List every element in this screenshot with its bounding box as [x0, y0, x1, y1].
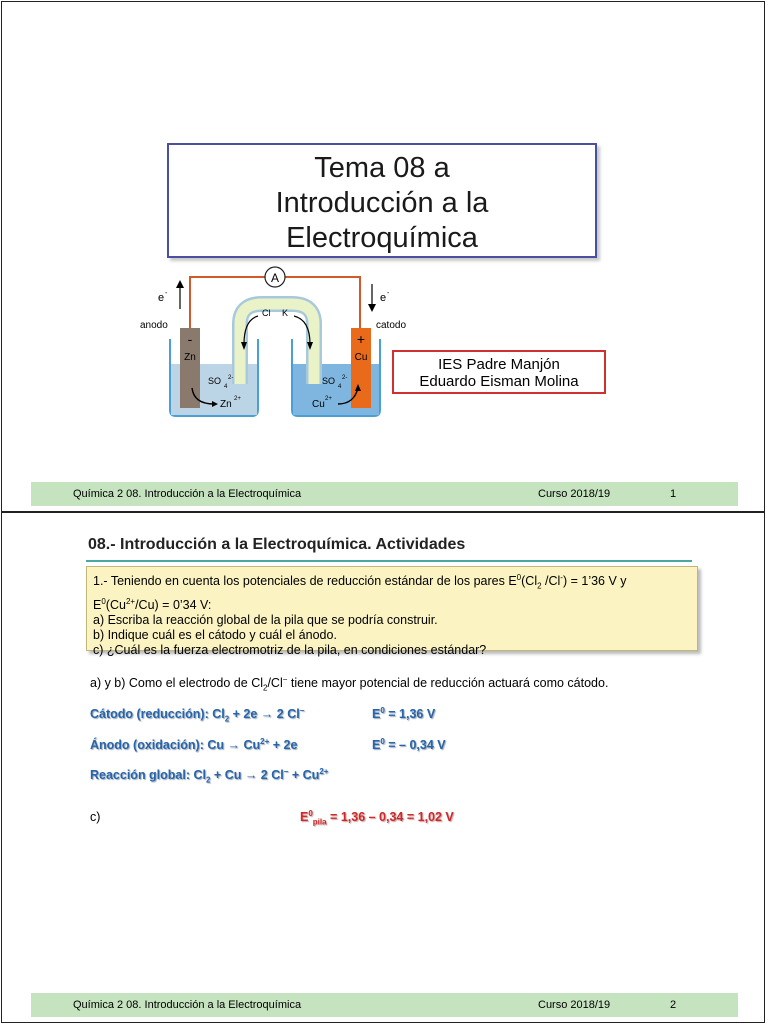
title-divider	[86, 560, 692, 562]
activity-line-2: $E^0(Cu^{2+}/Cu)$ = 0’34 V:	[93, 596, 212, 612]
author-box	[392, 350, 606, 394]
sulfate-right-charge: 2-	[342, 375, 348, 381]
sulfate-left: SO	[208, 376, 222, 386]
answer-c-label: c)	[90, 810, 101, 824]
title-line-2: Introducción a la	[275, 187, 489, 219]
title-line-1: Tema 08 a	[314, 152, 450, 184]
arrowhead-down-icon	[368, 304, 376, 312]
sulfate-right-sub: 4	[338, 384, 342, 390]
sulfate-right: SO	[322, 376, 336, 386]
cu-ion-charge: 2+	[325, 396, 332, 402]
anode-potential: $E^0$ = – 0,34 V	[372, 737, 446, 753]
cathode-potential: $E^0 = 1,36$ V	[372, 706, 436, 722]
global-reaction: Reacción global: $Cl_2 + Cu \to 2$ $Cl^- + Cu^{2+}$	[90, 767, 329, 785]
activity-question-c: c) ¿Cuál es la fuerza electromotriz de la pila, en condiciones estándar?	[93, 642, 487, 657]
cu-ion: Cu	[312, 399, 325, 410]
anode-metal: Zn	[184, 352, 196, 363]
arrowhead-up-icon	[176, 280, 184, 288]
author-name: Eduardo Eisman Molina	[419, 373, 579, 390]
sulfate-left-sub: 4	[224, 384, 228, 390]
bridge-cation: K	[282, 308, 289, 318]
cathode-label: catodo	[376, 320, 407, 331]
activity-line-1: 1.- Teniendo en cuenta los potenciales de reducción estándar de los pares $E^0(Cl_2$ /Cl-) = 1’36 V y	[93, 573, 627, 591]
electron-charge-left: -	[165, 290, 168, 297]
title-line-3: Electroquímica	[286, 222, 478, 254]
zn-ion-charge: 2+	[234, 396, 241, 402]
cathode-sign: +	[356, 331, 366, 347]
cathode-equation: Cátodo (reducción): $Cl_2 + 2e \to 2$ Cl−	[90, 706, 305, 724]
slide-1	[1, 1, 765, 512]
activity-question-a: a) Escriba la reacción global de la pila que se podría construir.	[93, 612, 438, 627]
slide-title: 08.- Introducción a la Electroquímica. Actividades	[88, 536, 466, 553]
electron-label-left: e	[158, 292, 165, 304]
ammeter-label: A	[270, 271, 280, 285]
footer-page-number: 2	[670, 999, 677, 1011]
electron-label-right: e	[380, 292, 387, 304]
electron-charge-right: -	[387, 290, 390, 297]
footer-school-year: Curso 2018/19	[538, 488, 611, 500]
footer-course-title: Química 2 08. Introducción a la Electroquímica	[73, 488, 302, 500]
emf-result: $E^0_{pila} = 1,36 - 0,34 = 1,02$ V	[300, 809, 454, 827]
answer-ab: a) y b) Como el electrodo de $Cl_2/Cl^-$ tiene mayor potencial de reducción actuará como cátodo.	[90, 675, 609, 693]
footer-slide-1	[31, 482, 738, 506]
footer-school-year: Curso 2018/19	[538, 999, 611, 1011]
footer-course-title: Química 2 08. Introducción a la Electroquímica	[73, 999, 302, 1011]
anode-equation: Ánodo (oxidación): $Cu \to Cu^{2+} + 2e$	[90, 737, 298, 753]
zn-ion: Zn	[220, 399, 232, 410]
title-box	[167, 143, 597, 258]
school-name: IES Padre Manjón	[438, 356, 560, 373]
footer-slide-2	[31, 993, 738, 1017]
cathode-metal: Cu	[354, 352, 368, 363]
bridge-anion: Cl	[262, 308, 271, 318]
sulfate-left-charge: 2-	[228, 375, 234, 381]
activity-question-b: b) Indique cuál es el cátodo y cuál el ánodo.	[93, 627, 337, 642]
activity-box	[86, 566, 698, 657]
anode-sign: -	[187, 331, 193, 347]
galvanic-cell-diagram	[132, 264, 422, 424]
anode-label: anodo	[140, 320, 168, 331]
footer-page-number: 1	[670, 488, 677, 500]
slide-2	[1, 512, 765, 1023]
